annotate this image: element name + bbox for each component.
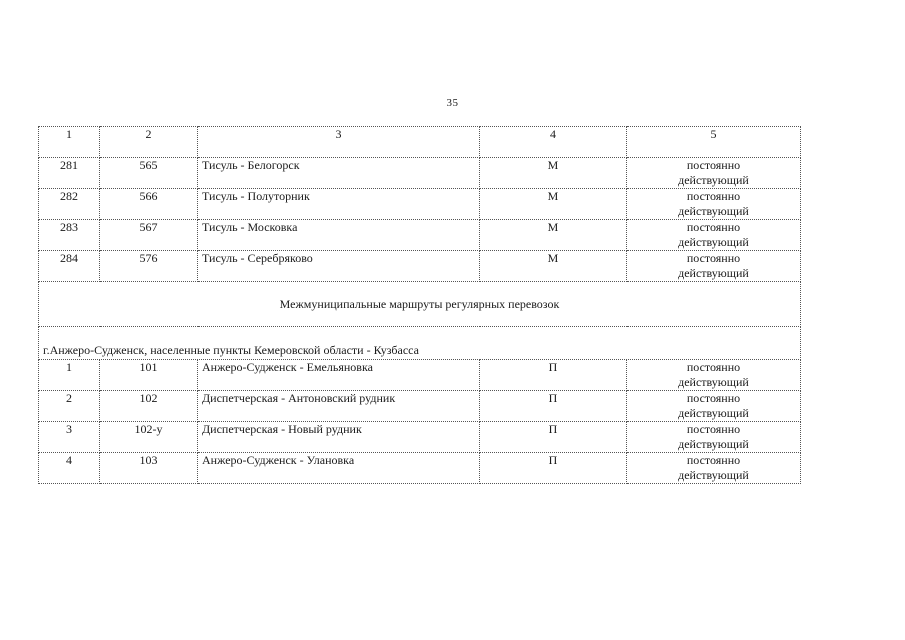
route-name: Тисуль - Полуторник xyxy=(198,189,480,220)
route-kind-line2: действующий xyxy=(678,204,749,218)
row-number: 281 xyxy=(39,158,100,189)
route-kind-line2: действующий xyxy=(678,173,749,187)
route-kind xyxy=(627,453,801,484)
route-kind-line2: действующий xyxy=(678,266,749,280)
route-kind-line2: действующий xyxy=(678,406,749,420)
column-header: 5 xyxy=(627,127,801,158)
subsection-title: г.Анжеро-Судженск, населенные пункты Кемеровской области - Кузбасса xyxy=(39,327,801,360)
route-kind-line1: постоянно xyxy=(686,360,741,374)
route-name: Анжеро-Судженск - Улановка xyxy=(198,453,480,484)
row-number: 3 xyxy=(39,422,100,453)
route-name: Диспетчерская - Новый рудник xyxy=(198,422,480,453)
table-row xyxy=(39,453,801,484)
route-type: М xyxy=(480,189,627,220)
section-row xyxy=(39,282,801,327)
route-type: М xyxy=(480,220,627,251)
route-name: Тисуль - Московка xyxy=(198,220,480,251)
column-header: 1 xyxy=(39,127,100,158)
route-kind-line1: постоянно xyxy=(686,453,741,467)
route-type: П xyxy=(480,453,627,484)
table-row xyxy=(39,391,801,422)
row-number: 283 xyxy=(39,220,100,251)
row-number: 284 xyxy=(39,251,100,282)
row-number: 282 xyxy=(39,189,100,220)
route-type: П xyxy=(480,422,627,453)
route-name: Анжеро-Судженск - Емельяновка xyxy=(198,360,480,391)
route-type: М xyxy=(480,251,627,282)
route-type: П xyxy=(480,391,627,422)
route-type: М xyxy=(480,158,627,189)
route-name: Диспетчерская - Антоновский рудник xyxy=(198,391,480,422)
column-header: 3 xyxy=(198,127,480,158)
table-row xyxy=(39,158,801,189)
route-kind-line2: действующий xyxy=(678,468,749,482)
route-kind-line1: постоянно xyxy=(686,158,741,172)
route-kind xyxy=(627,360,801,391)
route-kind-line1: постоянно xyxy=(686,251,741,265)
route-kind xyxy=(627,422,801,453)
column-header: 2 xyxy=(100,127,198,158)
route-number: 101 xyxy=(100,360,198,391)
route-number: 102 xyxy=(100,391,198,422)
subsection-row xyxy=(39,327,801,360)
route-kind xyxy=(627,158,801,189)
route-number: 565 xyxy=(100,158,198,189)
row-number: 1 xyxy=(39,360,100,391)
route-number: 102-у xyxy=(100,422,198,453)
route-name: Тисуль - Белогорск xyxy=(198,158,480,189)
route-kind xyxy=(627,391,801,422)
route-number: 566 xyxy=(100,189,198,220)
table-row xyxy=(39,220,801,251)
route-kind xyxy=(627,251,801,282)
route-kind-line1: постоянно xyxy=(686,189,741,203)
table-row xyxy=(39,360,801,391)
route-kind-line2: действующий xyxy=(678,437,749,451)
table-row xyxy=(39,251,801,282)
row-number: 4 xyxy=(39,453,100,484)
table-row xyxy=(39,189,801,220)
route-type: П xyxy=(480,360,627,391)
page-number: 35 xyxy=(446,97,459,109)
table-header-row xyxy=(39,127,801,158)
section-title: Межмуниципальные маршруты регулярных перевозок xyxy=(39,282,801,327)
route-kind-line1: постоянно xyxy=(686,220,741,234)
row-number: 2 xyxy=(39,391,100,422)
route-number: 576 xyxy=(100,251,198,282)
route-name: Тисуль - Серебряково xyxy=(198,251,480,282)
route-number: 567 xyxy=(100,220,198,251)
route-kind-line1: постоянно xyxy=(686,422,741,436)
route-kind-line1: постоянно xyxy=(686,391,741,405)
route-kind-line2: действующий xyxy=(678,375,749,389)
table-row xyxy=(39,422,801,453)
route-kind xyxy=(627,220,801,251)
routes-table xyxy=(38,126,801,484)
column-header: 4 xyxy=(480,127,627,158)
route-number: 103 xyxy=(100,453,198,484)
route-kind-line2: действующий xyxy=(678,235,749,249)
route-kind xyxy=(627,189,801,220)
